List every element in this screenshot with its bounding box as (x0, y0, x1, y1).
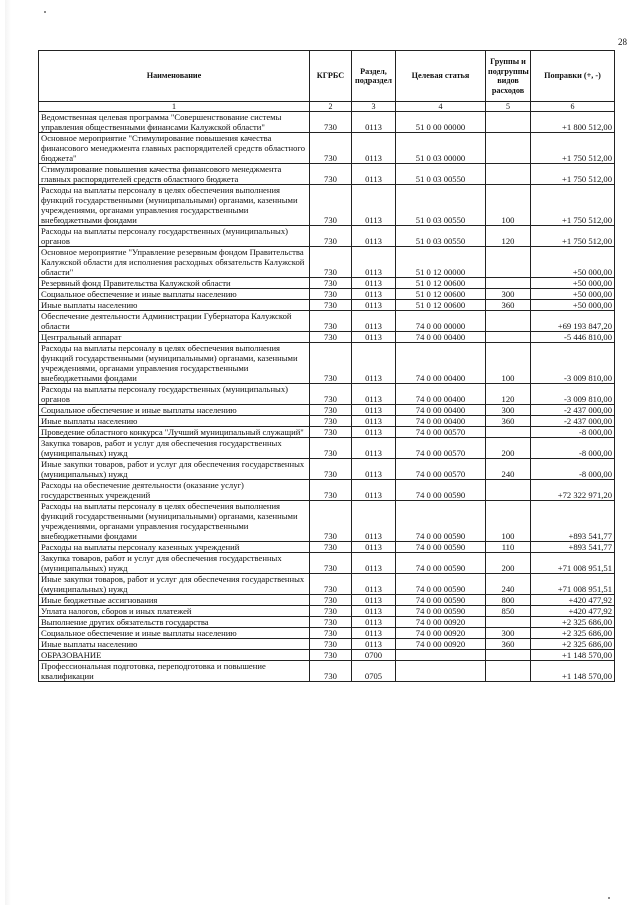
row-razdel-cell: 0113 (352, 427, 396, 438)
row-name-cell: Закупка товаров, работ и услуг для обеспечения государственных (муниципальных) нужд (39, 438, 310, 459)
row-kgrbs-cell: 730 (310, 639, 352, 650)
row-razdel-cell: 0113 (352, 278, 396, 289)
table-row (39, 501, 615, 542)
row-vid-raskhodov-cell: 200 (486, 438, 531, 459)
table-row (39, 226, 615, 247)
row-tselevaya-statya-cell: 51 0 03 00550 (396, 164, 486, 185)
row-vid-raskhodov-cell (486, 164, 531, 185)
column-number-row (39, 102, 615, 112)
row-vid-raskhodov-cell (486, 278, 531, 289)
row-kgrbs-cell: 730 (310, 661, 352, 682)
row-amount-cell: +1 750 512,00 (531, 185, 615, 226)
row-name-cell: Расходы на выплаты персоналу в целях обеспечения выполнения функций государственными (муниципальными) органами, казенными учреждениями, органами управления государственными внебюджетными фондами (39, 501, 310, 542)
row-amount-cell: +2 325 686,00 (531, 639, 615, 650)
table-row (39, 606, 615, 617)
row-name-cell: Расходы на выплаты персоналу в целях обеспечения выполнения функций государственными (муниципальными) органами, казенными учреждениями, органами управления государственными внебюджетными фондами (39, 343, 310, 384)
row-tselevaya-statya-cell: 74 0 00 00400 (396, 416, 486, 427)
row-kgrbs-cell: 730 (310, 553, 352, 574)
row-amount-cell: +1 750 512,00 (531, 226, 615, 247)
row-vid-raskhodov-cell: 120 (486, 226, 531, 247)
table-row (39, 416, 615, 427)
row-tselevaya-statya-cell: 74 0 00 00570 (396, 438, 486, 459)
table-row (39, 384, 615, 405)
table-row (39, 639, 615, 650)
header-kgrbs: КГРБС (310, 51, 352, 102)
table-row (39, 542, 615, 553)
row-kgrbs-cell: 730 (310, 226, 352, 247)
budget-amendments-table (38, 50, 615, 682)
row-name-cell: Иные выплаты населению (39, 416, 310, 427)
row-vid-raskhodov-cell: 300 (486, 628, 531, 639)
row-name-cell: Расходы на обеспечение деятельности (оказание услуг) государственных учреждений (39, 480, 310, 501)
row-kgrbs-cell: 730 (310, 405, 352, 416)
row-vid-raskhodov-cell: 100 (486, 343, 531, 384)
row-razdel-cell: 0113 (352, 289, 396, 300)
row-amount-cell: -2 437 000,00 (531, 416, 615, 427)
header-vid-raskhodov: Группы и подгруппы видов расходов (486, 51, 531, 102)
row-vid-raskhodov-cell (486, 112, 531, 133)
table-row (39, 480, 615, 501)
row-tselevaya-statya-cell: 74 0 00 00920 (396, 639, 486, 650)
row-name-cell: Выполнение других обязательств государства (39, 617, 310, 628)
row-tselevaya-statya-cell: 51 0 03 00550 (396, 185, 486, 226)
table-row (39, 112, 615, 133)
row-kgrbs-cell: 730 (310, 278, 352, 289)
table-body (39, 112, 615, 682)
row-razdel-cell: 0113 (352, 164, 396, 185)
column-number: 1 (39, 102, 310, 112)
row-name-cell: Иные закупки товаров, работ и услуг для обеспечения государственных (муниципальных) нужд (39, 574, 310, 595)
header-razdel: Раздел, подраздел (352, 51, 396, 102)
row-tselevaya-statya-cell: 51 0 00 00000 (396, 112, 486, 133)
table-row (39, 661, 615, 682)
header-popravki: Поправки (+, -) (531, 51, 615, 102)
row-kgrbs-cell: 730 (310, 332, 352, 343)
row-razdel-cell: 0113 (352, 438, 396, 459)
row-razdel-cell: 0113 (352, 133, 396, 164)
row-vid-raskhodov-cell (486, 661, 531, 682)
row-razdel-cell: 0113 (352, 416, 396, 427)
scan-speck (44, 11, 46, 13)
row-kgrbs-cell: 730 (310, 459, 352, 480)
row-amount-cell: -2 437 000,00 (531, 405, 615, 416)
row-vid-raskhodov-cell (486, 311, 531, 332)
row-vid-raskhodov-cell: 360 (486, 300, 531, 311)
row-vid-raskhodov-cell (486, 247, 531, 278)
row-razdel-cell: 0113 (352, 247, 396, 278)
row-name-cell: Проведение областного конкурса "Лучший муниципальный служащий" (39, 427, 310, 438)
row-name-cell: ОБРАЗОВАНИЕ (39, 650, 310, 661)
row-amount-cell: +420 477,92 (531, 595, 615, 606)
table-row (39, 650, 615, 661)
row-kgrbs-cell: 730 (310, 384, 352, 405)
row-tselevaya-statya-cell: 74 0 00 00400 (396, 343, 486, 384)
row-amount-cell: +420 477,92 (531, 606, 615, 617)
row-vid-raskhodov-cell: 110 (486, 542, 531, 553)
row-name-cell: Обеспечение деятельности Администрации Губернатора Калужской области (39, 311, 310, 332)
table-row (39, 628, 615, 639)
row-razdel-cell: 0113 (352, 606, 396, 617)
row-tselevaya-statya-cell: 74 0 00 00590 (396, 542, 486, 553)
row-vid-raskhodov-cell (486, 133, 531, 164)
row-amount-cell: +893 541,77 (531, 501, 615, 542)
row-name-cell: Иные выплаты населению (39, 300, 310, 311)
row-tselevaya-statya-cell: 51 0 03 00000 (396, 133, 486, 164)
row-amount-cell: +69 193 847,20 (531, 311, 615, 332)
row-kgrbs-cell: 730 (310, 311, 352, 332)
row-amount-cell: -8 000,00 (531, 438, 615, 459)
row-amount-cell: +2 325 686,00 (531, 628, 615, 639)
row-name-cell: Расходы на выплаты персоналу казенных учреждений (39, 542, 310, 553)
row-razdel-cell: 0113 (352, 480, 396, 501)
row-tselevaya-statya-cell: 74 0 00 00590 (396, 574, 486, 595)
row-name-cell: Иные выплаты населению (39, 639, 310, 650)
row-amount-cell: +71 008 951,51 (531, 574, 615, 595)
row-vid-raskhodov-cell: 100 (486, 185, 531, 226)
row-tselevaya-statya-cell: 74 0 00 00590 (396, 595, 486, 606)
row-name-cell: Социальное обеспечение и иные выплаты населению (39, 405, 310, 416)
row-vid-raskhodov-cell: 240 (486, 574, 531, 595)
row-kgrbs-cell: 730 (310, 480, 352, 501)
row-vid-raskhodov-cell: 850 (486, 606, 531, 617)
row-name-cell: Социальное обеспечение и иные выплаты населению (39, 628, 310, 639)
page-number: 28 (618, 37, 627, 47)
row-amount-cell: -8 000,00 (531, 459, 615, 480)
row-vid-raskhodov-cell (486, 650, 531, 661)
row-razdel-cell: 0113 (352, 459, 396, 480)
row-amount-cell: +1 750 512,00 (531, 164, 615, 185)
table-row (39, 185, 615, 226)
row-amount-cell: +1 800 512,00 (531, 112, 615, 133)
row-kgrbs-cell: 730 (310, 289, 352, 300)
row-razdel-cell: 0113 (352, 311, 396, 332)
row-razdel-cell: 0700 (352, 650, 396, 661)
row-name-cell: Расходы на выплаты персоналу государственных (муниципальных) органов (39, 226, 310, 247)
table-row (39, 427, 615, 438)
row-amount-cell: -8 000,00 (531, 427, 615, 438)
row-razdel-cell: 0113 (352, 574, 396, 595)
table-row (39, 311, 615, 332)
row-razdel-cell: 0113 (352, 595, 396, 606)
table-row (39, 289, 615, 300)
row-amount-cell: +1 148 570,00 (531, 661, 615, 682)
scan-edge-shadow (5, 0, 11, 905)
row-tselevaya-statya-cell: 74 0 00 00570 (396, 427, 486, 438)
row-amount-cell: +50 000,00 (531, 300, 615, 311)
row-vid-raskhodov-cell: 300 (486, 405, 531, 416)
row-name-cell: Расходы на выплаты персоналу в целях обеспечения выполнения функций государственными (муниципальными) органами, казенными учреждениями, органами управления государственными внебюджетными фондами (39, 185, 310, 226)
row-razdel-cell: 0113 (352, 112, 396, 133)
row-amount-cell: +50 000,00 (531, 289, 615, 300)
row-tselevaya-statya-cell: 74 0 00 00920 (396, 628, 486, 639)
table-row (39, 595, 615, 606)
row-kgrbs-cell: 730 (310, 606, 352, 617)
table-row (39, 133, 615, 164)
row-name-cell: Социальное обеспечение и иные выплаты населению (39, 289, 310, 300)
row-tselevaya-statya-cell: 74 0 00 00590 (396, 501, 486, 542)
row-kgrbs-cell: 730 (310, 595, 352, 606)
row-razdel-cell: 0113 (352, 384, 396, 405)
row-vid-raskhodov-cell: 200 (486, 553, 531, 574)
row-vid-raskhodov-cell (486, 617, 531, 628)
row-kgrbs-cell: 730 (310, 343, 352, 384)
row-name-cell: Ведомственная целевая программа "Совершенствование системы управления общественными финансами Калужской области" (39, 112, 310, 133)
row-tselevaya-statya-cell (396, 650, 486, 661)
row-vid-raskhodov-cell: 300 (486, 289, 531, 300)
row-vid-raskhodov-cell (486, 480, 531, 501)
row-razdel-cell: 0113 (352, 226, 396, 247)
row-name-cell: Основное мероприятие "Стимулирование повышения качества финансового менеджмента главных распорядителей средств областного бюджета" (39, 133, 310, 164)
row-razdel-cell: 0705 (352, 661, 396, 682)
row-kgrbs-cell: 730 (310, 501, 352, 542)
row-name-cell: Резервный фонд Правительства Калужской области (39, 278, 310, 289)
row-name-cell: Расходы на выплаты персоналу государственных (муниципальных) органов (39, 384, 310, 405)
row-tselevaya-statya-cell: 51 0 03 00550 (396, 226, 486, 247)
column-number: 2 (310, 102, 352, 112)
row-amount-cell: +2 325 686,00 (531, 617, 615, 628)
row-tselevaya-statya-cell: 74 0 00 00590 (396, 480, 486, 501)
column-number: 4 (396, 102, 486, 112)
row-kgrbs-cell: 730 (310, 628, 352, 639)
row-name-cell: Профессиональная подготовка, переподготовка и повышение квалификации (39, 661, 310, 682)
header-name: Наименование (39, 51, 310, 102)
row-tselevaya-statya-cell: 74 0 00 00920 (396, 617, 486, 628)
row-tselevaya-statya-cell: 51 0 12 00600 (396, 289, 486, 300)
table-row (39, 332, 615, 343)
row-vid-raskhodov-cell: 120 (486, 384, 531, 405)
row-tselevaya-statya-cell: 74 0 00 00570 (396, 459, 486, 480)
row-kgrbs-cell: 730 (310, 542, 352, 553)
table-header-row (39, 51, 615, 102)
scan-speck (608, 897, 610, 899)
row-kgrbs-cell: 730 (310, 574, 352, 595)
row-razdel-cell: 0113 (352, 639, 396, 650)
row-kgrbs-cell: 730 (310, 112, 352, 133)
table-row (39, 553, 615, 574)
row-name-cell: Стимулирование повышения качества финансового менеджмента главных распорядителей средств областного бюджета (39, 164, 310, 185)
column-number: 6 (531, 102, 615, 112)
row-amount-cell: +71 008 951,51 (531, 553, 615, 574)
row-amount-cell: -3 009 810,00 (531, 384, 615, 405)
table-row (39, 343, 615, 384)
row-amount-cell: +72 322 971,20 (531, 480, 615, 501)
row-tselevaya-statya-cell: 74 0 00 00400 (396, 405, 486, 416)
row-amount-cell: -3 009 810,00 (531, 343, 615, 384)
row-name-cell: Уплата налогов, сборов и иных платежей (39, 606, 310, 617)
table-row (39, 278, 615, 289)
table-row (39, 247, 615, 278)
row-name-cell: Закупка товаров, работ и услуг для обеспечения государственных (муниципальных) нужд (39, 553, 310, 574)
row-kgrbs-cell: 730 (310, 617, 352, 628)
row-amount-cell: +893 541,77 (531, 542, 615, 553)
row-amount-cell: +50 000,00 (531, 247, 615, 278)
row-razdel-cell: 0113 (352, 343, 396, 384)
row-razdel-cell: 0113 (352, 300, 396, 311)
row-kgrbs-cell: 730 (310, 164, 352, 185)
table-row (39, 459, 615, 480)
row-vid-raskhodov-cell: 360 (486, 639, 531, 650)
row-vid-raskhodov-cell (486, 332, 531, 343)
row-kgrbs-cell: 730 (310, 438, 352, 459)
row-razdel-cell: 0113 (352, 332, 396, 343)
row-amount-cell: +1 148 570,00 (531, 650, 615, 661)
row-kgrbs-cell: 730 (310, 247, 352, 278)
row-tselevaya-statya-cell: 51 0 12 00000 (396, 247, 486, 278)
row-vid-raskhodov-cell (486, 427, 531, 438)
row-razdel-cell: 0113 (352, 185, 396, 226)
row-razdel-cell: 0113 (352, 542, 396, 553)
row-razdel-cell: 0113 (352, 617, 396, 628)
row-kgrbs-cell: 730 (310, 427, 352, 438)
row-tselevaya-statya-cell: 74 0 00 00590 (396, 553, 486, 574)
row-kgrbs-cell: 730 (310, 650, 352, 661)
row-tselevaya-statya-cell: 74 0 00 00400 (396, 384, 486, 405)
table-row (39, 574, 615, 595)
row-amount-cell: +1 750 512,00 (531, 133, 615, 164)
row-vid-raskhodov-cell: 100 (486, 501, 531, 542)
row-name-cell: Иные бюджетные ассигнования (39, 595, 310, 606)
row-kgrbs-cell: 730 (310, 300, 352, 311)
row-razdel-cell: 0113 (352, 628, 396, 639)
row-kgrbs-cell: 730 (310, 133, 352, 164)
row-name-cell: Центральный аппарат (39, 332, 310, 343)
table-row (39, 300, 615, 311)
row-razdel-cell: 0113 (352, 553, 396, 574)
row-tselevaya-statya-cell: 74 0 00 00000 (396, 311, 486, 332)
row-vid-raskhodov-cell: 800 (486, 595, 531, 606)
row-tselevaya-statya-cell: 51 0 12 00600 (396, 278, 486, 289)
table-row (39, 405, 615, 416)
row-amount-cell: -5 446 810,00 (531, 332, 615, 343)
column-number: 5 (486, 102, 531, 112)
row-razdel-cell: 0113 (352, 501, 396, 542)
row-name-cell: Основное мероприятие "Управление резервным фондом Правительства Калужской области для исполнения расходных обязательств Калужской области" (39, 247, 310, 278)
row-tselevaya-statya-cell: 51 0 12 00600 (396, 300, 486, 311)
row-amount-cell: +50 000,00 (531, 278, 615, 289)
table-row (39, 164, 615, 185)
row-vid-raskhodov-cell: 240 (486, 459, 531, 480)
table-row (39, 438, 615, 459)
row-kgrbs-cell: 730 (310, 416, 352, 427)
column-number: 3 (352, 102, 396, 112)
row-tselevaya-statya-cell: 74 0 00 00590 (396, 606, 486, 617)
header-tselevaya-statya: Целевая статья (396, 51, 486, 102)
table-row (39, 617, 615, 628)
row-razdel-cell: 0113 (352, 405, 396, 416)
row-vid-raskhodov-cell: 360 (486, 416, 531, 427)
row-tselevaya-statya-cell (396, 661, 486, 682)
row-kgrbs-cell: 730 (310, 185, 352, 226)
row-tselevaya-statya-cell: 74 0 00 00400 (396, 332, 486, 343)
row-name-cell: Иные закупки товаров, работ и услуг для обеспечения государственных (муниципальных) нужд (39, 459, 310, 480)
